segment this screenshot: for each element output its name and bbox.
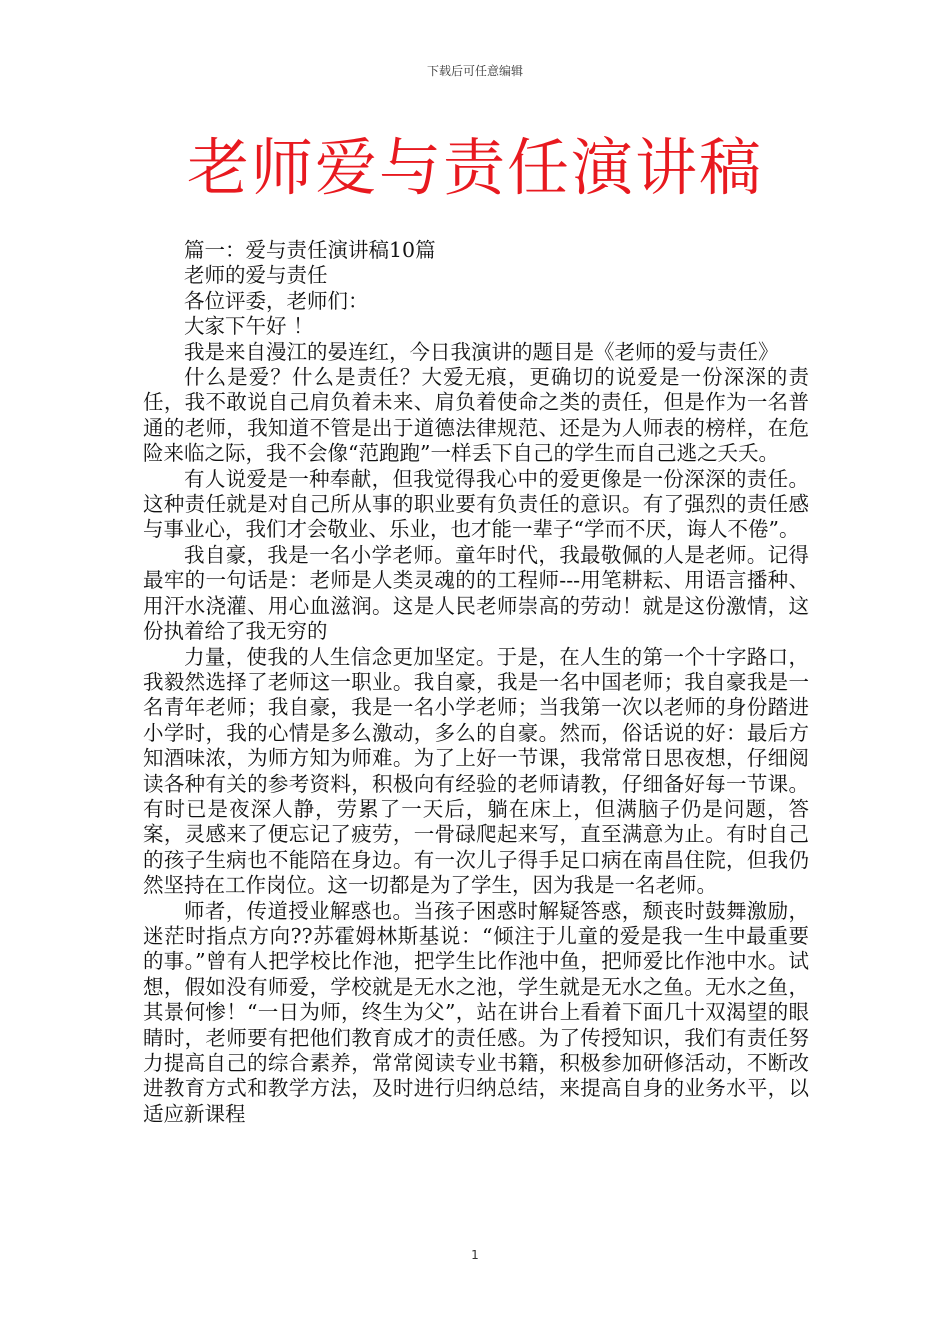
document-title: 老师爱与责任演讲稿 — [186, 131, 763, 204]
paragraph: 什么是爱？什么是责任？大爱无痕，更确切的说爱是一份深深的责任，我不敢说自己肩负着未来、肩负着使命之类的责任，但是作为一名普通的老师，我知道不管是出于道德法律规范、还是为人师表的榜样，在危险来临之际，我不会像“范跑跑”一样丢下自己的学生而自己逃之夭夭。 — [143, 365, 809, 466]
paragraph: 大家下午好 ！ — [184, 314, 314, 339]
paragraph: 篇一：爱与责任演讲稿10篇 — [184, 238, 436, 262]
paragraph: 有人说爱是一种奉献，但我觉得我心中的爱更像是一份深深的责任。这种责任就是对自己所从事的职业要有负责任的意识。有了强烈的责任感与事业心，我们才会敬业、乐业，也才能一辈子“学而不厌，诲人不倦”。 — [143, 466, 809, 542]
paragraph: 老师的爱与责任 — [184, 263, 328, 288]
paragraph: 力量，使我的人生信念更加坚定。于是，在人生的第一个十字路口，我毅然选择了老师这一职业。我自豪，我是一名中国老师；我自豪我是一名青年老师；我自豪，我是一名小学老师；当我第一次以老师的身份踏进小学时，我的心情是多么激动，多么的自豪。然而，俗话说的好：最后方知酒味浓，为师方知为师难。为了上好一节课，我常常日思夜想，仔细阅读各种有关的参考资料，积极向有经验的老师请教，仔细备好每一节课。有时已是夜深人静，劳累了一天后，躺在床上，但满脑子仍是问题，答案，灵感来了便忘记了疲劳，一骨碌爬起来写，直至满意为止。有时自己的孩子生病也不能陪在身边。有一次儿子得手足口病在南昌住院，但我仍然坚持在工作岗位。这一切都是为了学生，因为我是一名老师。 — [143, 644, 809, 898]
paragraph: 各位评委，老师们： — [184, 288, 369, 313]
page-number: 1 — [471, 1248, 479, 1262]
header-note: 下载后可任意编辑 — [426, 64, 523, 78]
paragraph: 我是来自漫江的晏连红，今日我演讲的题目是《老师的爱与责任》 — [184, 339, 779, 364]
document-body — [143, 238, 809, 1127]
paragraph: 师者，传道授业解惑也。当孩子困惑时解疑答惑，颓丧时鼓舞激励，迷茫时指点方向??苏霍姆林斯基说：“倾注于儿童的爱是我一生中最重要的事。”曾有人把学校比作池，把学生比作池中鱼，把师爱比作池中水。试想，假如没有师爱，学校就是无水之池，学生就是无水之鱼。无水之鱼，其景何惨！“一日为师，终生为父”，站在讲台上看着下面几十双渴望的眼睛时，老师要有把他们教育成才的责任感。为了传授知识，我们有责任努力提高自己的综合素养，常常阅读专业书籍，积极参加研修活动，不断改进教育方式和教学方法，及时进行归纳总结，来提高自身的业务水平，以适应新课程 — [143, 898, 809, 1126]
paragraph: 我自豪，我是一名小学老师。童年时代，我最敬佩的人是老师。记得最牢的一句话是：老师是人类灵魂的的工程师---用笔耕耘、用语言播种、用汗水浇灌、用心血滋润。这是人民老师崇高的劳动！就是这份激情，这份执着给了我无穷的 — [143, 542, 809, 644]
